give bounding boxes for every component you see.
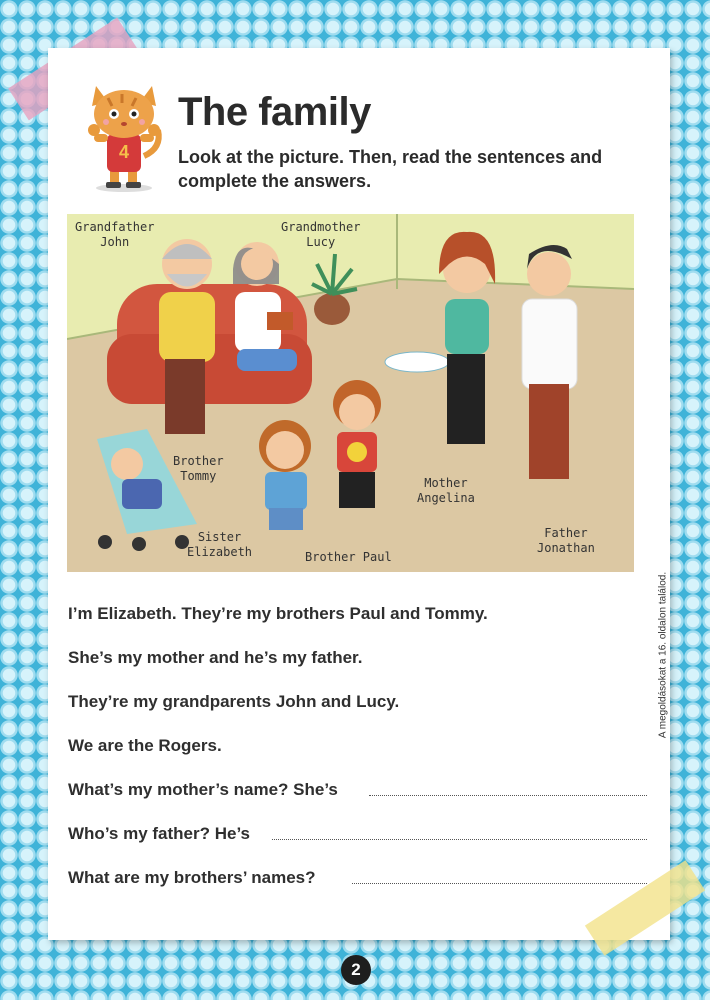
label-sister: Sister Elizabeth (187, 530, 253, 559)
label-brother-paul: Brother Paul (305, 550, 392, 564)
question-brothers: What are my brothers’ names? (68, 868, 316, 887)
cat-mascot-icon (82, 78, 167, 193)
label-brother-tommy: Brother Tommy (173, 454, 224, 483)
answer-line-brothers[interactable] (352, 883, 647, 884)
instructions: Look at the picture. Then, read the sentences and complete the answers. (178, 147, 603, 191)
svg-text:4: 4 (118, 142, 130, 162)
answers-note: A megoldásokat a 16. oldalon találod. (657, 571, 669, 739)
question-mother: What’s my mother’s name? She’s (68, 780, 338, 799)
family-illustration (67, 214, 634, 572)
family-scene-icon (67, 214, 634, 572)
page-title: The family (178, 90, 371, 134)
answer-line-father[interactable] (272, 839, 647, 840)
sentence-3: They’re my grandparents John and Lucy. (68, 692, 400, 711)
label-mother: Mother Angelina (417, 476, 475, 505)
label-grandmother: Grandmother Lucy (281, 220, 361, 249)
sentence-2: She’s my mother and he’s my father. (68, 648, 363, 667)
sentence-4: We are the Rogers. (68, 736, 222, 755)
label-father: Father Jonathan (537, 526, 595, 555)
question-father: Who’s my father? He’s (68, 824, 250, 843)
answer-line-mother[interactable] (369, 795, 647, 796)
page-number: 2 (341, 955, 371, 985)
sentence-1: I’m Elizabeth. They’re my brothers Paul and Tommy. (68, 604, 488, 623)
label-grandfather: Grandfather John (75, 220, 155, 249)
